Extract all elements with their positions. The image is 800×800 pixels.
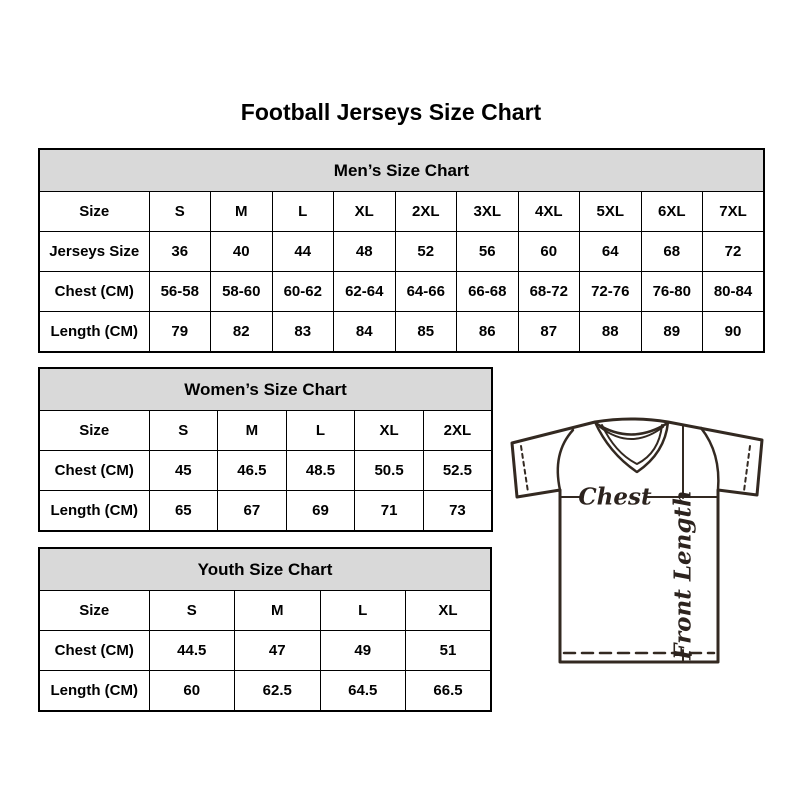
table-cell: XL [355, 411, 424, 451]
table-title-row [39, 548, 491, 591]
table-cell: 44.5 [149, 631, 235, 671]
table-cell: 62-64 [334, 272, 396, 312]
table-cell: 52 [395, 232, 457, 272]
table-cell: 60-62 [272, 272, 334, 312]
table-cell: 80-84 [703, 272, 765, 312]
right-armhole-seam [701, 428, 718, 490]
table-cell: 5XL [580, 192, 642, 232]
table-cell: 68-72 [518, 272, 580, 312]
table-cell: 4XL [518, 192, 580, 232]
table-cell: M [235, 591, 321, 631]
table-cell: 52.5 [423, 451, 492, 491]
table-cell: XL [406, 591, 492, 631]
table-cell: 65 [149, 491, 218, 532]
table-cell: 48.5 [286, 451, 355, 491]
jersey-measurement-diagram [505, 413, 767, 667]
front-length-measure-label: Front Length [669, 490, 697, 660]
left-cuff-dashed-line [521, 446, 528, 492]
table-cell: 87 [518, 312, 580, 353]
row-label: Chest (CM) [39, 631, 149, 671]
table-cell: 64.5 [320, 671, 406, 712]
table-row [39, 192, 764, 232]
right-cuff-dashed-line [744, 446, 750, 491]
table-title: Men’s Size Chart [39, 149, 764, 192]
table-cell: 85 [395, 312, 457, 353]
table-cell: 45 [149, 451, 218, 491]
table-cell: 64-66 [395, 272, 457, 312]
table-cell: M [218, 411, 287, 451]
table-cell: 83 [272, 312, 334, 353]
chest-measure-label: Chest [578, 483, 652, 511]
table-title-row [39, 149, 764, 192]
table-cell: 58-60 [211, 272, 273, 312]
table-title: Youth Size Chart [39, 548, 491, 591]
table-cell: L [320, 591, 406, 631]
table-cell: 79 [149, 312, 211, 353]
table-row [39, 451, 492, 491]
table-row [39, 272, 764, 312]
table-row [39, 631, 491, 671]
table-cell: 64 [580, 232, 642, 272]
table-row [39, 671, 491, 712]
table-cell: L [272, 192, 334, 232]
jersey-outline-shape [512, 419, 762, 662]
row-label: Length (CM) [39, 312, 149, 353]
table-cell: 40 [211, 232, 273, 272]
row-label: Size [39, 411, 149, 451]
row-label: Length (CM) [39, 671, 149, 712]
row-label: Chest (CM) [39, 272, 149, 312]
table-cell: M [211, 192, 273, 232]
youth-size-table [38, 547, 492, 712]
table-cell: 50.5 [355, 451, 424, 491]
mens-size-table [38, 148, 765, 353]
table-cell: S [149, 591, 235, 631]
table-cell: 60 [149, 671, 235, 712]
table-cell: 69 [286, 491, 355, 532]
table-title-row [39, 368, 492, 411]
table-cell: S [149, 411, 218, 451]
table-cell: 49 [320, 631, 406, 671]
table-cell: 56-58 [149, 272, 211, 312]
table-cell: 72 [703, 232, 765, 272]
row-label: Jerseys Size [39, 232, 149, 272]
left-armhole-seam [558, 430, 573, 490]
table-cell: 86 [457, 312, 519, 353]
table-cell: 84 [334, 312, 396, 353]
page-title: Football Jerseys Size Chart [240, 99, 542, 125]
table-cell: 71 [355, 491, 424, 532]
table-cell: 44 [272, 232, 334, 272]
row-label: Length (CM) [39, 491, 149, 532]
table-cell: 68 [641, 232, 703, 272]
table-row [39, 232, 764, 272]
row-label: Size [39, 192, 149, 232]
table-cell: 7XL [703, 192, 765, 232]
table-cell: 2XL [423, 411, 492, 451]
table-cell: 76-80 [641, 272, 703, 312]
table-cell: 47 [235, 631, 321, 671]
table-cell: 82 [211, 312, 273, 353]
table-cell: 51 [406, 631, 492, 671]
table-cell: 60 [518, 232, 580, 272]
table-row [39, 591, 491, 631]
table-cell: 73 [423, 491, 492, 532]
table-cell: 62.5 [235, 671, 321, 712]
table-cell: 89 [641, 312, 703, 353]
row-label: Chest (CM) [39, 451, 149, 491]
table-title: Women’s Size Chart [39, 368, 492, 411]
table-cell: 46.5 [218, 451, 287, 491]
row-label: Size [39, 591, 149, 631]
table-cell: 48 [334, 232, 396, 272]
table-cell: 56 [457, 232, 519, 272]
table-cell: 90 [703, 312, 765, 353]
table-cell: 66.5 [406, 671, 492, 712]
table-cell: 88 [580, 312, 642, 353]
table-cell: XL [334, 192, 396, 232]
table-cell: 67 [218, 491, 287, 532]
table-cell: S [149, 192, 211, 232]
table-row [39, 411, 492, 451]
table-cell: 72-76 [580, 272, 642, 312]
table-row [39, 491, 492, 532]
table-cell: 36 [149, 232, 211, 272]
table-cell: 3XL [457, 192, 519, 232]
table-cell: 66-68 [457, 272, 519, 312]
table-cell: 6XL [641, 192, 703, 232]
table-cell: L [286, 411, 355, 451]
womens-size-table [38, 367, 493, 532]
table-row [39, 312, 764, 353]
table-cell: 2XL [395, 192, 457, 232]
